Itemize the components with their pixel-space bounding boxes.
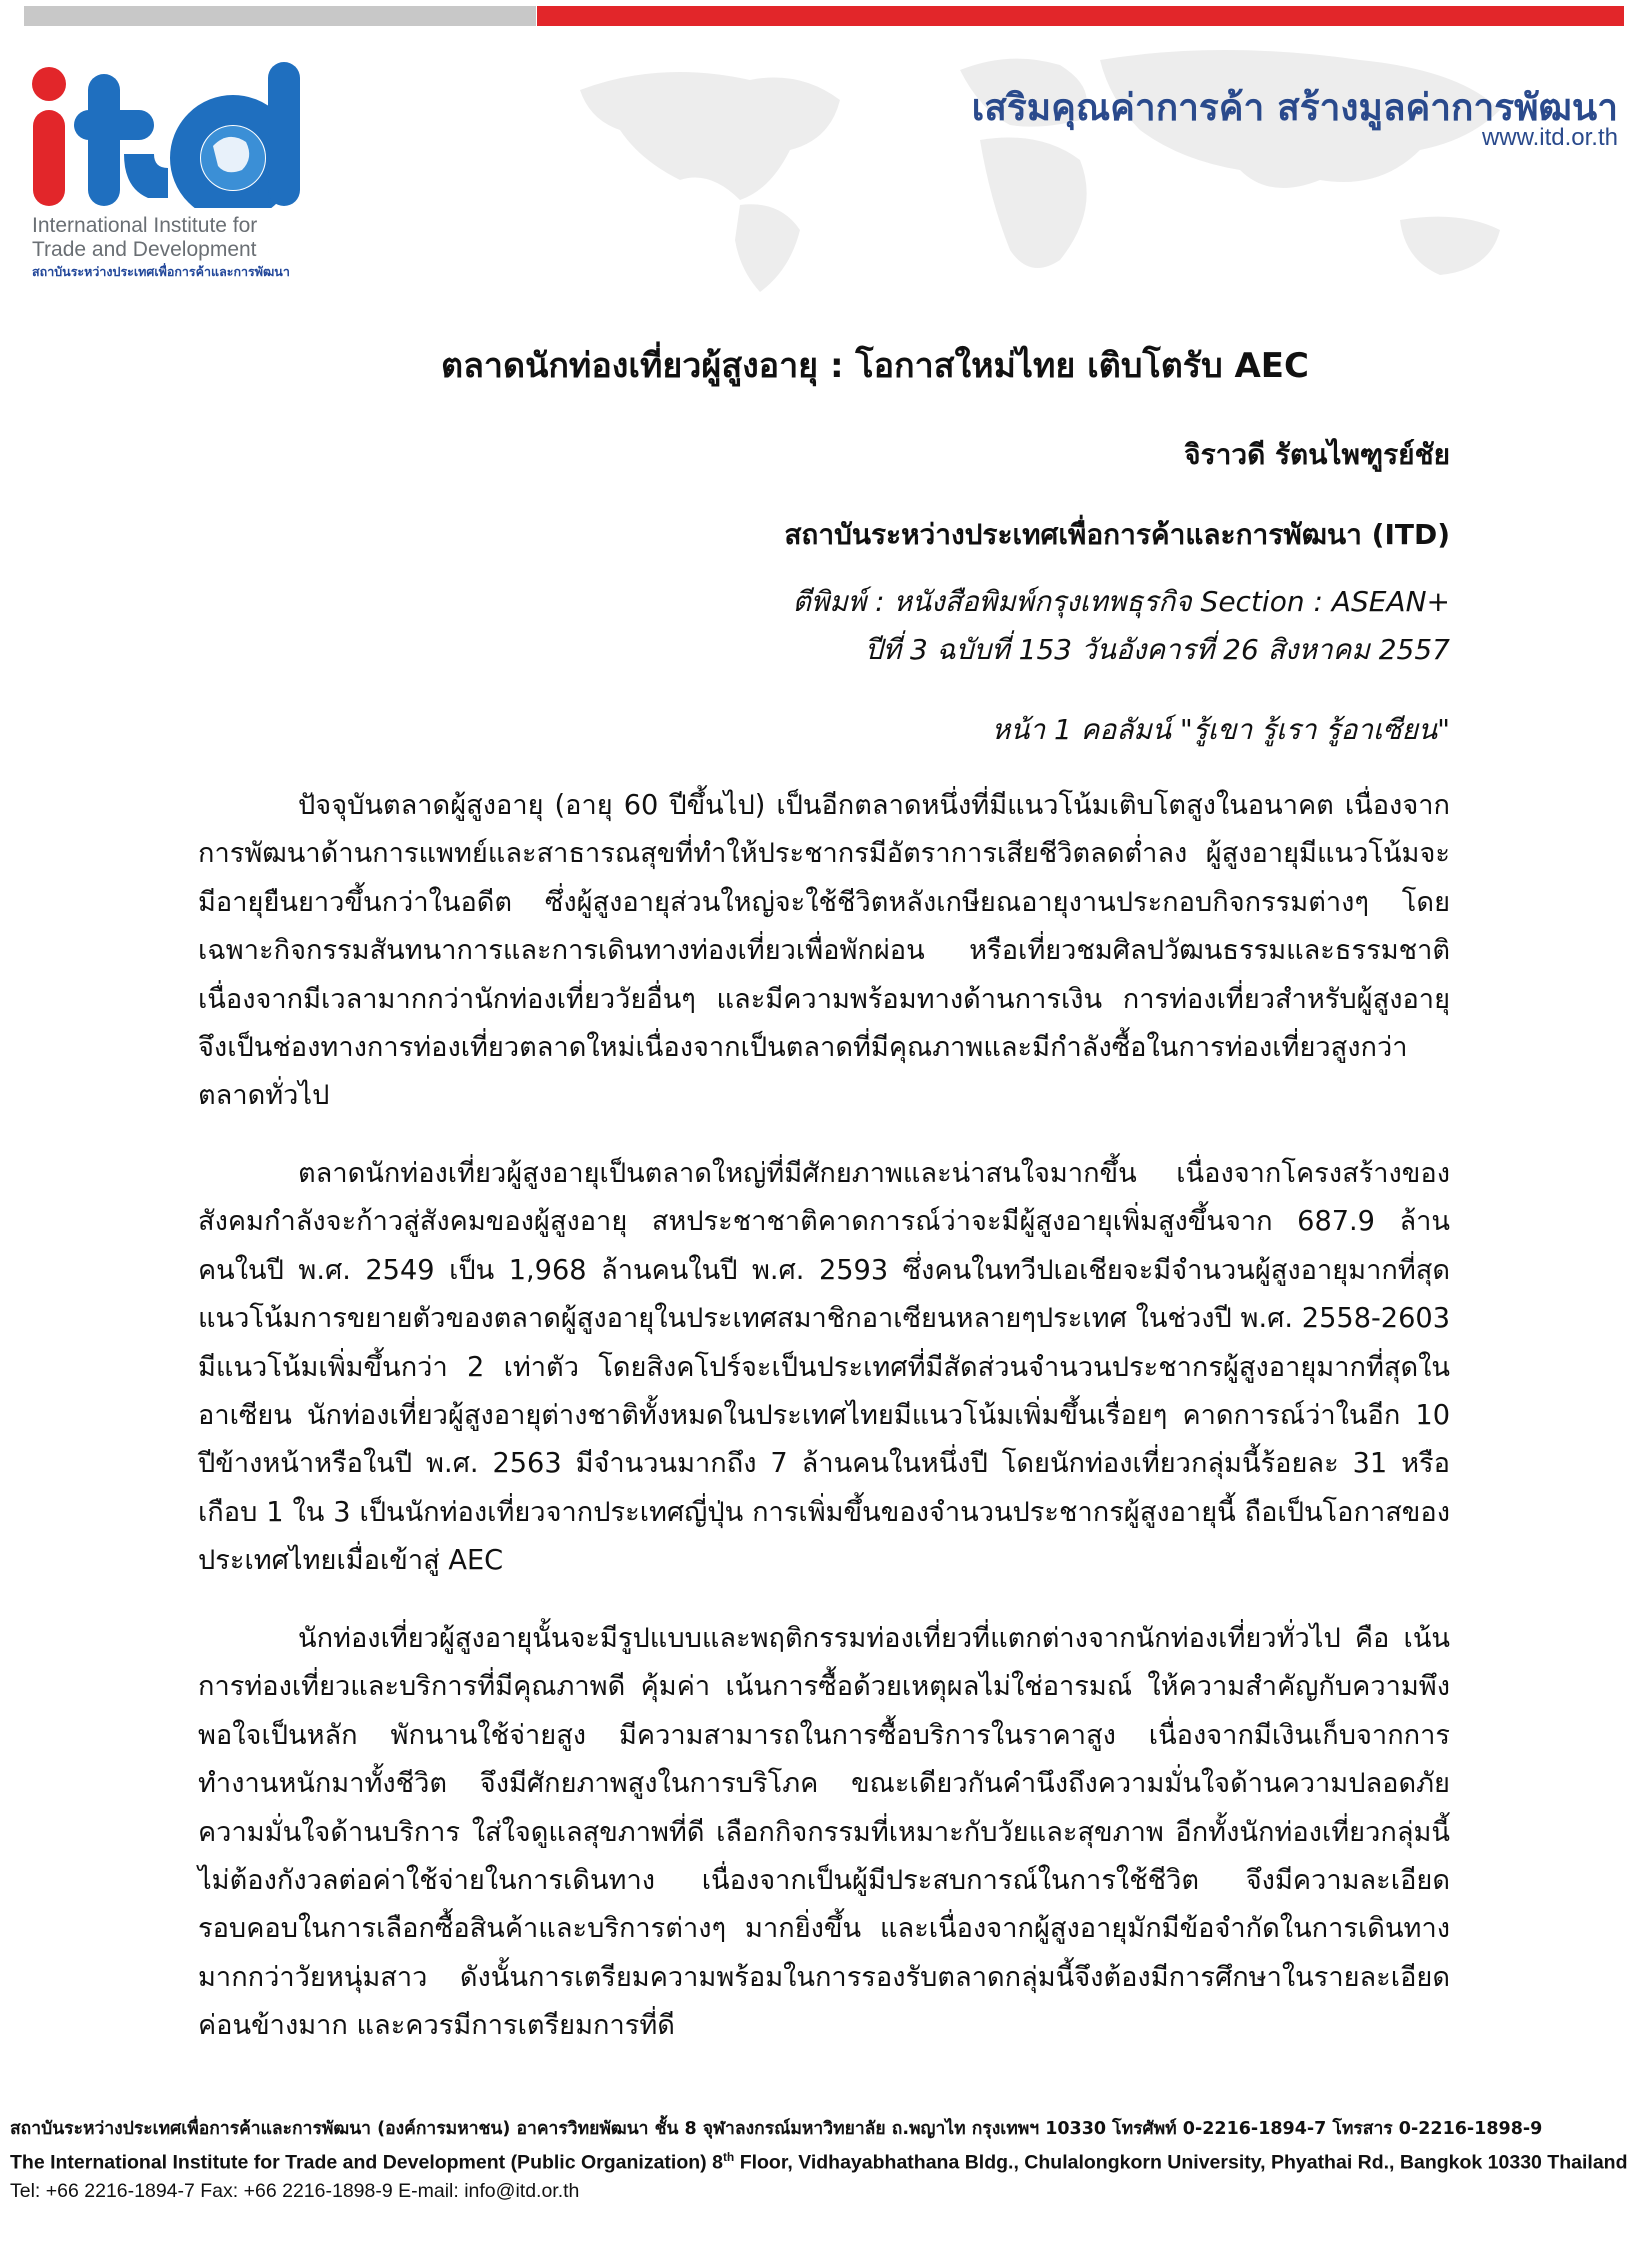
footer-english-address bbox=[10, 2143, 1640, 2177]
article-author: จิราวดี รัตนไพฑูรย์ชัย bbox=[1184, 438, 1450, 471]
footer-contact: Tel: +66 2216-1894-7 Fax: +66 2216-1898-9 E-mail: info@itd.or.th bbox=[10, 2179, 580, 2202]
publication-line-2: ปีที่ 3 ฉบับที่ 153 วันอังคารที่ 26 สิงหาคม 2557 bbox=[864, 633, 1450, 666]
header-red-bar bbox=[537, 6, 1624, 26]
header-gray-bar bbox=[24, 6, 536, 26]
publication-line-1: ตีพิมพ์ : หนังสือพิมพ์กรุงเทพธุรกิจ Section : ASEAN+ bbox=[792, 585, 1450, 618]
article-title: ตลาดนักท่องเที่ยวผู้สูงอายุ : โอกาสใหม่ไทย เติบโตรับ AEC bbox=[441, 346, 1309, 386]
itd-logo bbox=[28, 58, 318, 288]
logo-english-line-2: Trade and Development bbox=[32, 238, 257, 261]
footer-org-name: The International Institute for Trade and Development (Public Organization) bbox=[10, 2151, 707, 2174]
article-institute: สถาบันระหว่างประเทศเพื่อการค้าและการพัฒนา (ITD) bbox=[784, 518, 1450, 551]
footer-floor-number: 8 bbox=[712, 2151, 723, 2174]
world-map-watermark bbox=[540, 30, 1630, 300]
footer-thai-address: สถาบันระหว่างประเทศเพื่อการค้าและการพัฒนา (องค์การมหาชน) อาคารวิทยพัฒนา ชั้น 8 จุฬาลงกรณ์มหาวิทยาลัย ถ.พญาไท กรุงเทพฯ 10330 โทรศัพท์ 0-2216-1894-7 โทรสาร 0-2216-1898-9 bbox=[10, 2119, 1543, 2139]
footer-address-detail: Floor, Vidhayabhathana Bldg., Chulalongkorn University, Phyathai Rd., Bangkok 10330 Thailand bbox=[739, 2151, 1628, 2174]
header-website: www.itd.or.th bbox=[1481, 124, 1618, 151]
page-footer bbox=[10, 2115, 1640, 2205]
article-paragraph-1: ปัจจุบันตลาดผู้สูงอายุ (อายุ 60 ปีขึ้นไป) เป็นอีกตลาดหนึ่งที่มีแนวโน้มเติบโตสูงในอนาคต เนื่องจากการพัฒนาด้านการแพทย์และสาธารณสุขที่ทำให้ประชากรมีอัตราการเสียชีวิตลดต่ำลง ผู้สูงอายุมีแนวโน้มจะมีอายุยืนยาวขึ้นกว่าในอดีต ซึ่งผู้สูงอายุส่วนใหญ่จะใช้ชีวิตหลังเกษียณอายุงานประกอบกิจกรรมต่างๆ โดยเฉพาะกิจกรรมสันทนาการและการเดินทางท่องเที่ยวเพื่อพักผ่อน หรือเที่ยวชมศิลปวัฒนธรรมและธรรมชาติ เนื่องจากมีเวลามากกว่านักท่องเที่ยววัยอื่นๆ และมีความพร้อมทางด้านการเงิน การท่องเที่ยวสำหรับผู้สูงอายุจึงเป็นช่องทางการท่องเที่ยวตลาดใหม่เนื่องจากเป็นตลาดที่มีคุณภาพและมีกำลังซื้อในการท่องเที่ยวสูงกว่าตลาดทั่วไป bbox=[198, 790, 1450, 1112]
article-paragraph-3: นักท่องเที่ยวผู้สูงอายุนั้นจะมีรูปแบบและพฤติกรรมท่องเที่ยวที่แตกต่างจากนักท่องเที่ยวทั่วไป คือ เน้นการท่องเที่ยวและบริการที่มีคุณภาพดี คุ้มค่า เน้นการซื้อด้วยเหตุผลไม่ใช่อารมณ์ ให้ความสำคัญกับความพึงพอใจเป็นหลัก พักนานใช้จ่ายสูง มีความสามารถในการซื้อบริการในราคาสูง เนื่องจากมีเงินเก็บจากการทำงานหนักมาทั้งชีวิต จึงมีศักยภาพสูงในการบริโภค ขณะเดียวกันคำนึงถึงความมั่นใจด้านความปลอดภัย ความมั่นใจด้านบริการ ใส่ใจดูแลสุขภาพที่ดี เลือกกิจกรรมที่เหมาะกับวัยและสุขภาพ อีกทั้งนักท่องเที่ยวกลุ่มนี้ไม่ต้องกังวลต่อค่าใช้จ่ายในการเดินทาง เนื่องจากเป็นผู้มีประสบการณ์ในการใช้ชีวิต จึงมีความละเอียดรอบคอบในการเลือกซื้อสินค้าและบริการต่างๆ มากยิ่งขึ้น และเนื่องจากผู้สูงอายุมักมีข้อจำกัดในการเดินทางมากกว่าวัยหนุ่มสาว ดังนั้นการเตรียมความพร้อมในการรองรับตลาดกลุ่มนี้จึงต้องมีการศึกษาในรายละเอียดค่อนข้างมาก และควรมีการเตรียมการที่ดี bbox=[198, 1623, 1450, 2042]
header-slogan: เสริมคุณค่าการค้า สร้างมูลค่าการพัฒนา bbox=[971, 86, 1618, 129]
logo-thai-line: สถาบันระหว่างประเทศเพื่อการค้าและการพัฒนา bbox=[32, 264, 290, 279]
itd-wordmark-icon bbox=[28, 58, 318, 208]
page-column-line: หน้า 1 คอลัมน์ "รู้เขา รู้เรา รู้อาเซียน" bbox=[991, 713, 1450, 746]
logo-english-line-1: International Institute for bbox=[32, 214, 258, 237]
footer-floor-suffix: th bbox=[722, 2150, 735, 2164]
article-paragraph-2: ตลาดนักท่องเที่ยวผู้สูงอายุเป็นตลาดใหญ่ที่มีศักยภาพและน่าสนใจมากขึ้น เนื่องจากโครงสร้างของสังคมกำลังจะก้าวสู่สังคมของผู้สูงอายุ สหประชาชาติคาดการณ์ว่าจะมีผู้สูงอายุเพิ่มสูงขึ้นจาก 687.9 ล้านคนในปี พ.ศ. 2549 เป็น 1,968 ล้านคนในปี พ.ศ. 2593 ซึ่งคนในทวีปเอเชียจะมีจำนวนผู้สูงอายุมากที่สุด แนวโน้มการขยายตัวของตลาดผู้สูงอายุในประเทศสมาชิกอาเซียนหลายๆประเทศ ในช่วงปี พ.ศ. 2558-2603 มีแนวโน้มเพิ่มขึ้นกว่า 2 เท่าตัว โดยสิงคโปร์จะเป็นประเทศที่มีสัดส่วนจำนวนประชากรผู้สูงอายุมากที่สุดในอาเซียน นักท่องเที่ยวผู้สูงอายุต่างชาติทั้งหมดในประเทศไทยมีแนวโน้มเพิ่มขึ้นเรื่อยๆ คาดการณ์ว่าในอีก 10 ปีข้างหน้าหรือในปี พ.ศ. 2563 มีจำนวนมากถึง 7 ล้านคนในหนึ่งปี โดยนักท่องเที่ยวกลุ่มนี้ร้อยละ 31 หรือเกือบ 1 ใน 3 เป็นนักท่องเที่ยวจากประเทศญี่ปุ่น การเพิ่มขึ้นของจำนวนประชากรผู้สูงอายุนี้ ถือเป็นโอกาสของประเทศไทยเมื่อเข้าสู่ AEC bbox=[198, 1158, 1450, 1577]
